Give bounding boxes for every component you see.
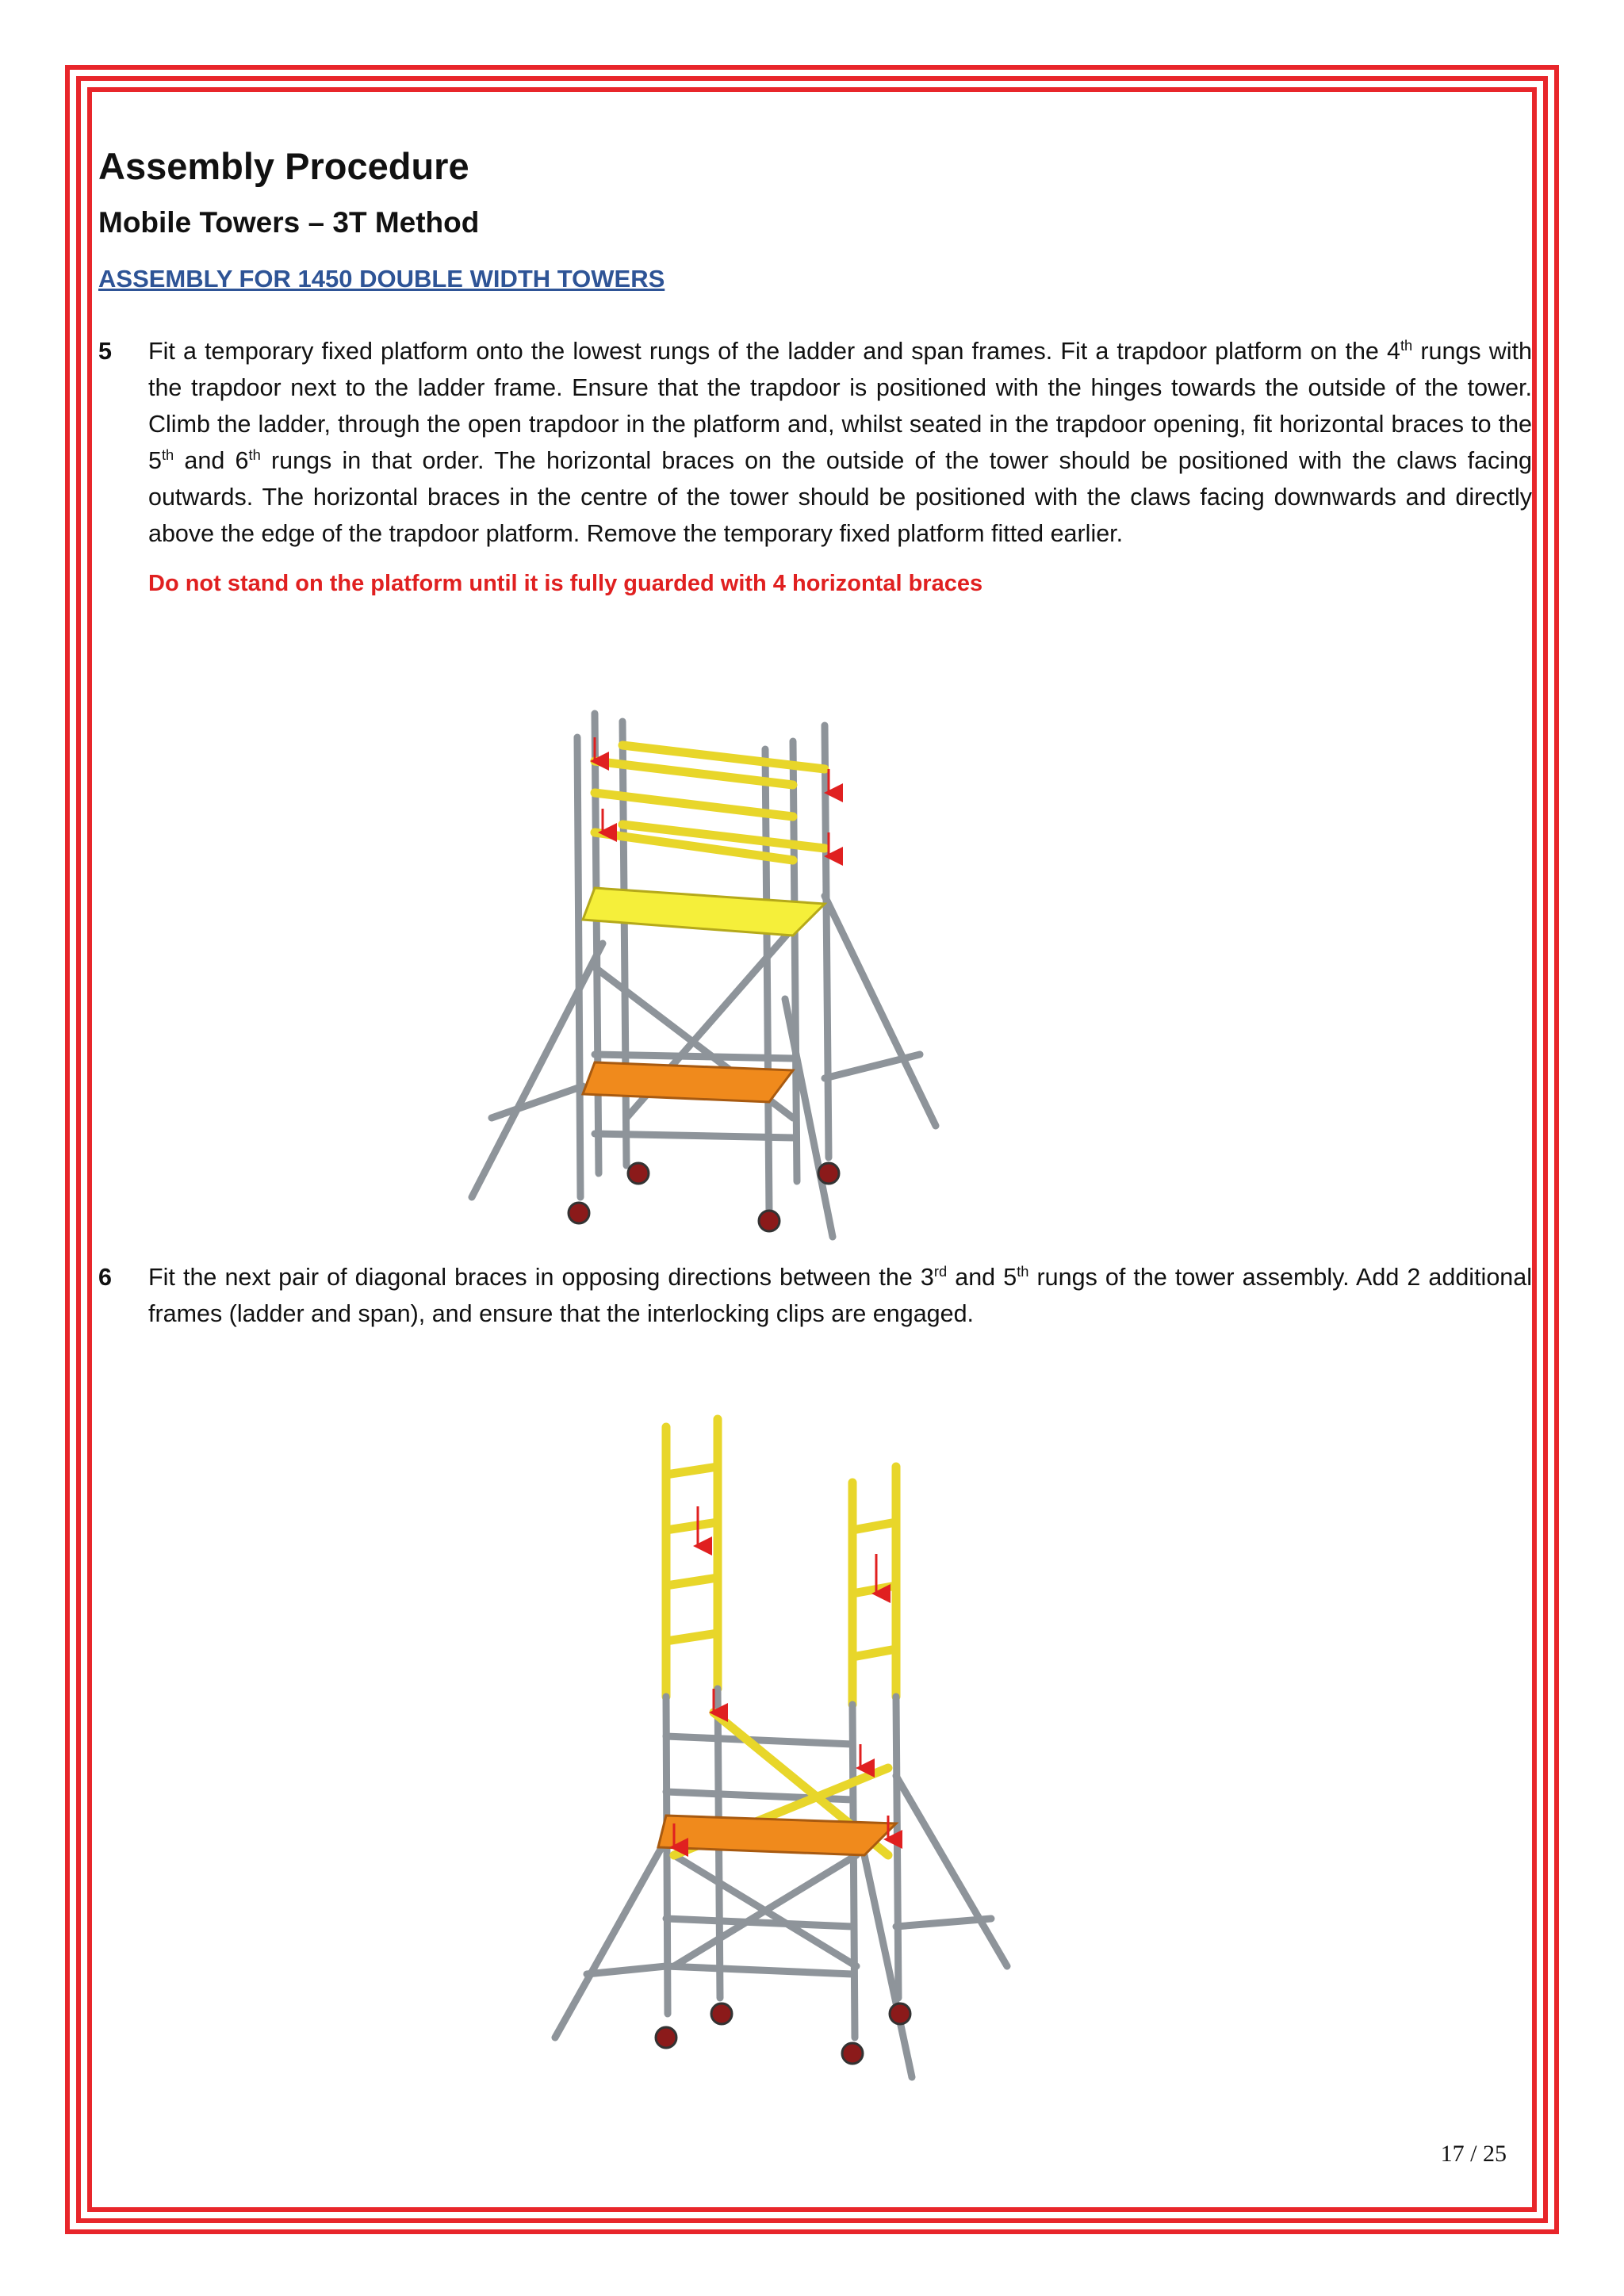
tower-figure-step6: [523, 1411, 1047, 2093]
section-title: ASSEMBLY FOR 1450 DOUBLE WIDTH TOWERS: [98, 265, 665, 293]
step-text: Fit the next pair of diagonal braces in opposing directions between the 3rd and 5th rungs of the tower assembly. Add 2 additional frames (ladder and span), and ensure that the interlocking clips are engaged.: [148, 1262, 1532, 1327]
page-title: Assembly Procedure: [98, 145, 469, 187]
step-5: [98, 333, 1532, 552]
page-subtitle: Mobile Towers – 3T Method: [98, 206, 480, 239]
step-number: 5: [98, 338, 112, 365]
step-number: 6: [98, 1264, 112, 1291]
page-number: 17 / 25: [1440, 2141, 1507, 2167]
step-text: Fit a temporary fixed platform onto the lowest rungs of the ladder and span frames. Fit a trapdoor platform on the 4th rungs with the trapdoor next to the ladder frame. Ensure that the trapdoor is positioned with the hinges towards the outside of the tower. Climb the ladder, through the open trapdoor in the platform and, whilst seated in the trapdoor opening, fit horizontal braces to the 5th and 6th rungs in that order. The horizontal braces on the outside of the tower should be positioned with the claws facing outwards. The horizontal braces in the centre of the tower should be positioned with the claws facing downwards and directly above the edge of the trapdoor platform. Remove the temporary fixed platform fitted earlier.: [148, 336, 1532, 547]
tower-figure-step5: [444, 706, 1015, 1261]
safety-warning: Do not stand on the platform until it is fully guarded with 4 horizontal braces: [148, 571, 983, 596]
step-6: [98, 1259, 1532, 1332]
